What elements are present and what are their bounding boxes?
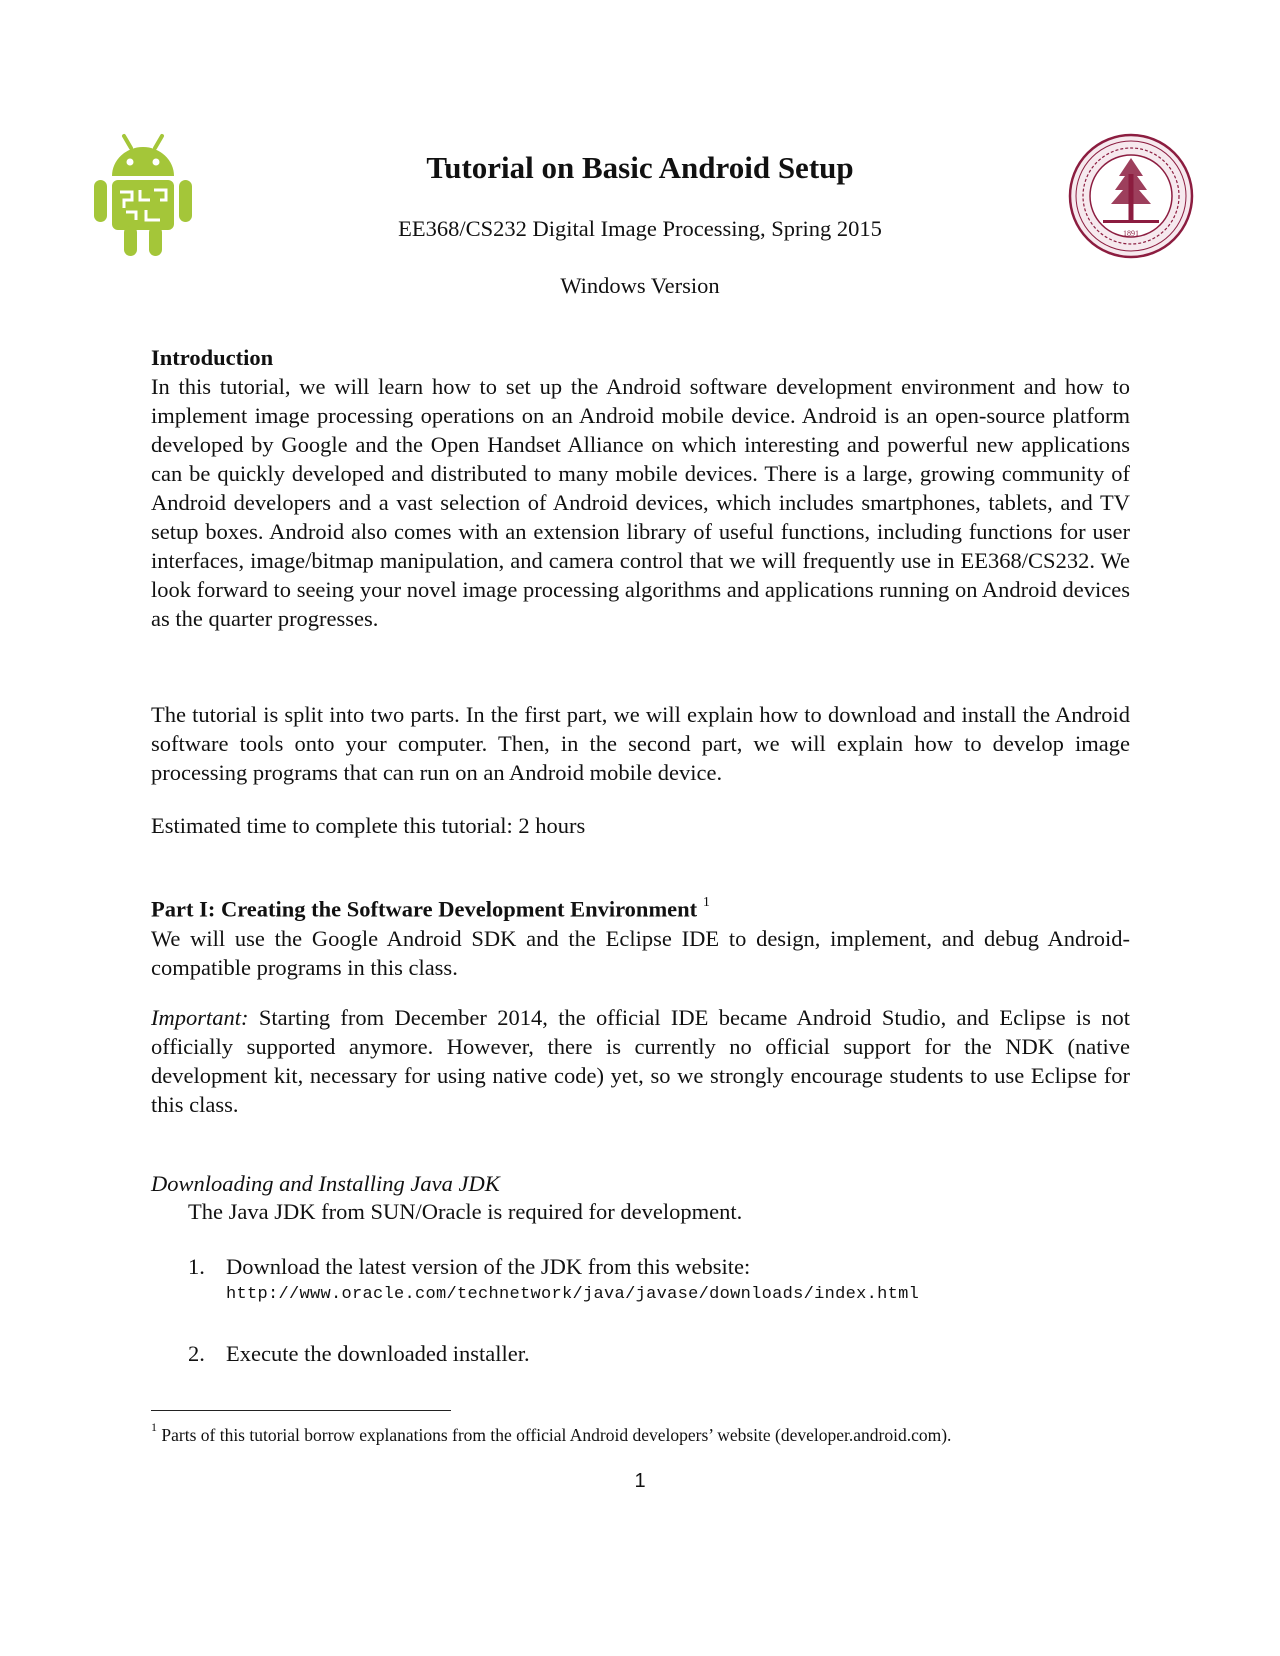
part1-heading-text: Part I: Creating the Software Development Environment <box>151 896 698 922</box>
jdk-step-1 <box>188 1253 1128 1309</box>
footnote-text: Parts of this tutorial borrow explanations from the official Android developers’ website (developer.android.com). <box>157 1424 952 1445</box>
document-title: Tutorial on Basic Android Setup <box>426 150 854 185</box>
step-number: 1. <box>188 1254 205 1279</box>
intro-paragraph-1: In this tutorial, we will learn how to set up the Android software development environment and how to implement image processing operations on an Android mobile device. Android is an open-source platform developed by Google and the Open Handset Alliance on which interesting and powerful new applications can be quickly developed and distributed to many mobile devices. There is a large, growing community of Android developers and a vast selection of Android devices, which includes smartphones, tablets, and TV setup boxes. Android also comes with an extension library of useful functions, including functions for user interfaces, image/bitmap manipulation, and camera control that we will frequently use in EE368/CS232. We look forward to seeing your novel image processing algorithms and applications running on Android devices as the quarter progresses. <box>151 374 1130 631</box>
important-label: Important: <box>151 1005 249 1030</box>
intro-paragraph-3: Estimated time to complete this tutorial: 2 hours <box>151 813 586 838</box>
intro-paragraph-2-block <box>151 700 1130 787</box>
step-number: 2. <box>188 1341 205 1366</box>
page-number: 1 <box>634 1470 646 1492</box>
intro-paragraph-3-block <box>151 811 1130 840</box>
footnote-number: 1 <box>151 1420 157 1434</box>
important-block <box>151 1003 1130 1119</box>
version-label: Windows Version <box>560 273 720 298</box>
footnote-divider <box>151 1410 451 1411</box>
important-text: Starting from December 2014, the official IDE became Android Studio, and Eclipse is not officially supported anymore. However, there is currently no official support for the NDK (native development kit, necessary for using native code) yet, so we strongly encourage students to use Eclipse for this class. <box>151 1005 1130 1117</box>
intro-heading: Introduction <box>151 345 274 370</box>
jdk-download-link[interactable]: http://www.oracle.com/technetwork/java/javase/downloads/index.html <box>226 1285 920 1304</box>
footnote <box>151 1418 1130 1447</box>
footnote-ref: 1 <box>702 895 710 910</box>
course-subtitle: EE368/CS232 Digital Image Processing, Spring 2015 <box>398 216 882 241</box>
jdk-step-2 <box>188 1340 1128 1368</box>
part1-section <box>151 890 1130 982</box>
jdk-heading: Downloading and Installing Java JDK <box>151 1171 500 1196</box>
intro-paragraph-2: The tutorial is split into two parts. In the first part, we will explain how to download and install the Android software tools onto your computer. Then, in the second part, we will explain how to develop image processing programs that can run on an Android mobile device. <box>151 702 1130 785</box>
important-paragraph <box>151 1003 1130 1119</box>
part1-heading <box>151 890 1130 924</box>
jdk-intro: The Java JDK from SUN/Oracle is required for development. <box>188 1199 743 1224</box>
part1-paragraph-1: We will use the Google Android SDK and the Eclipse IDE to design, implement, and debug Android-compatible programs in this class. <box>151 925 1130 980</box>
jdk-heading-block <box>151 1169 1130 1198</box>
svg-text:1891: 1891 <box>1123 229 1139 238</box>
step-text: Execute the downloaded installer. <box>226 1341 530 1366</box>
intro-section <box>151 343 1130 633</box>
step-text: Download the latest version of the JDK from this website: <box>226 1254 751 1279</box>
